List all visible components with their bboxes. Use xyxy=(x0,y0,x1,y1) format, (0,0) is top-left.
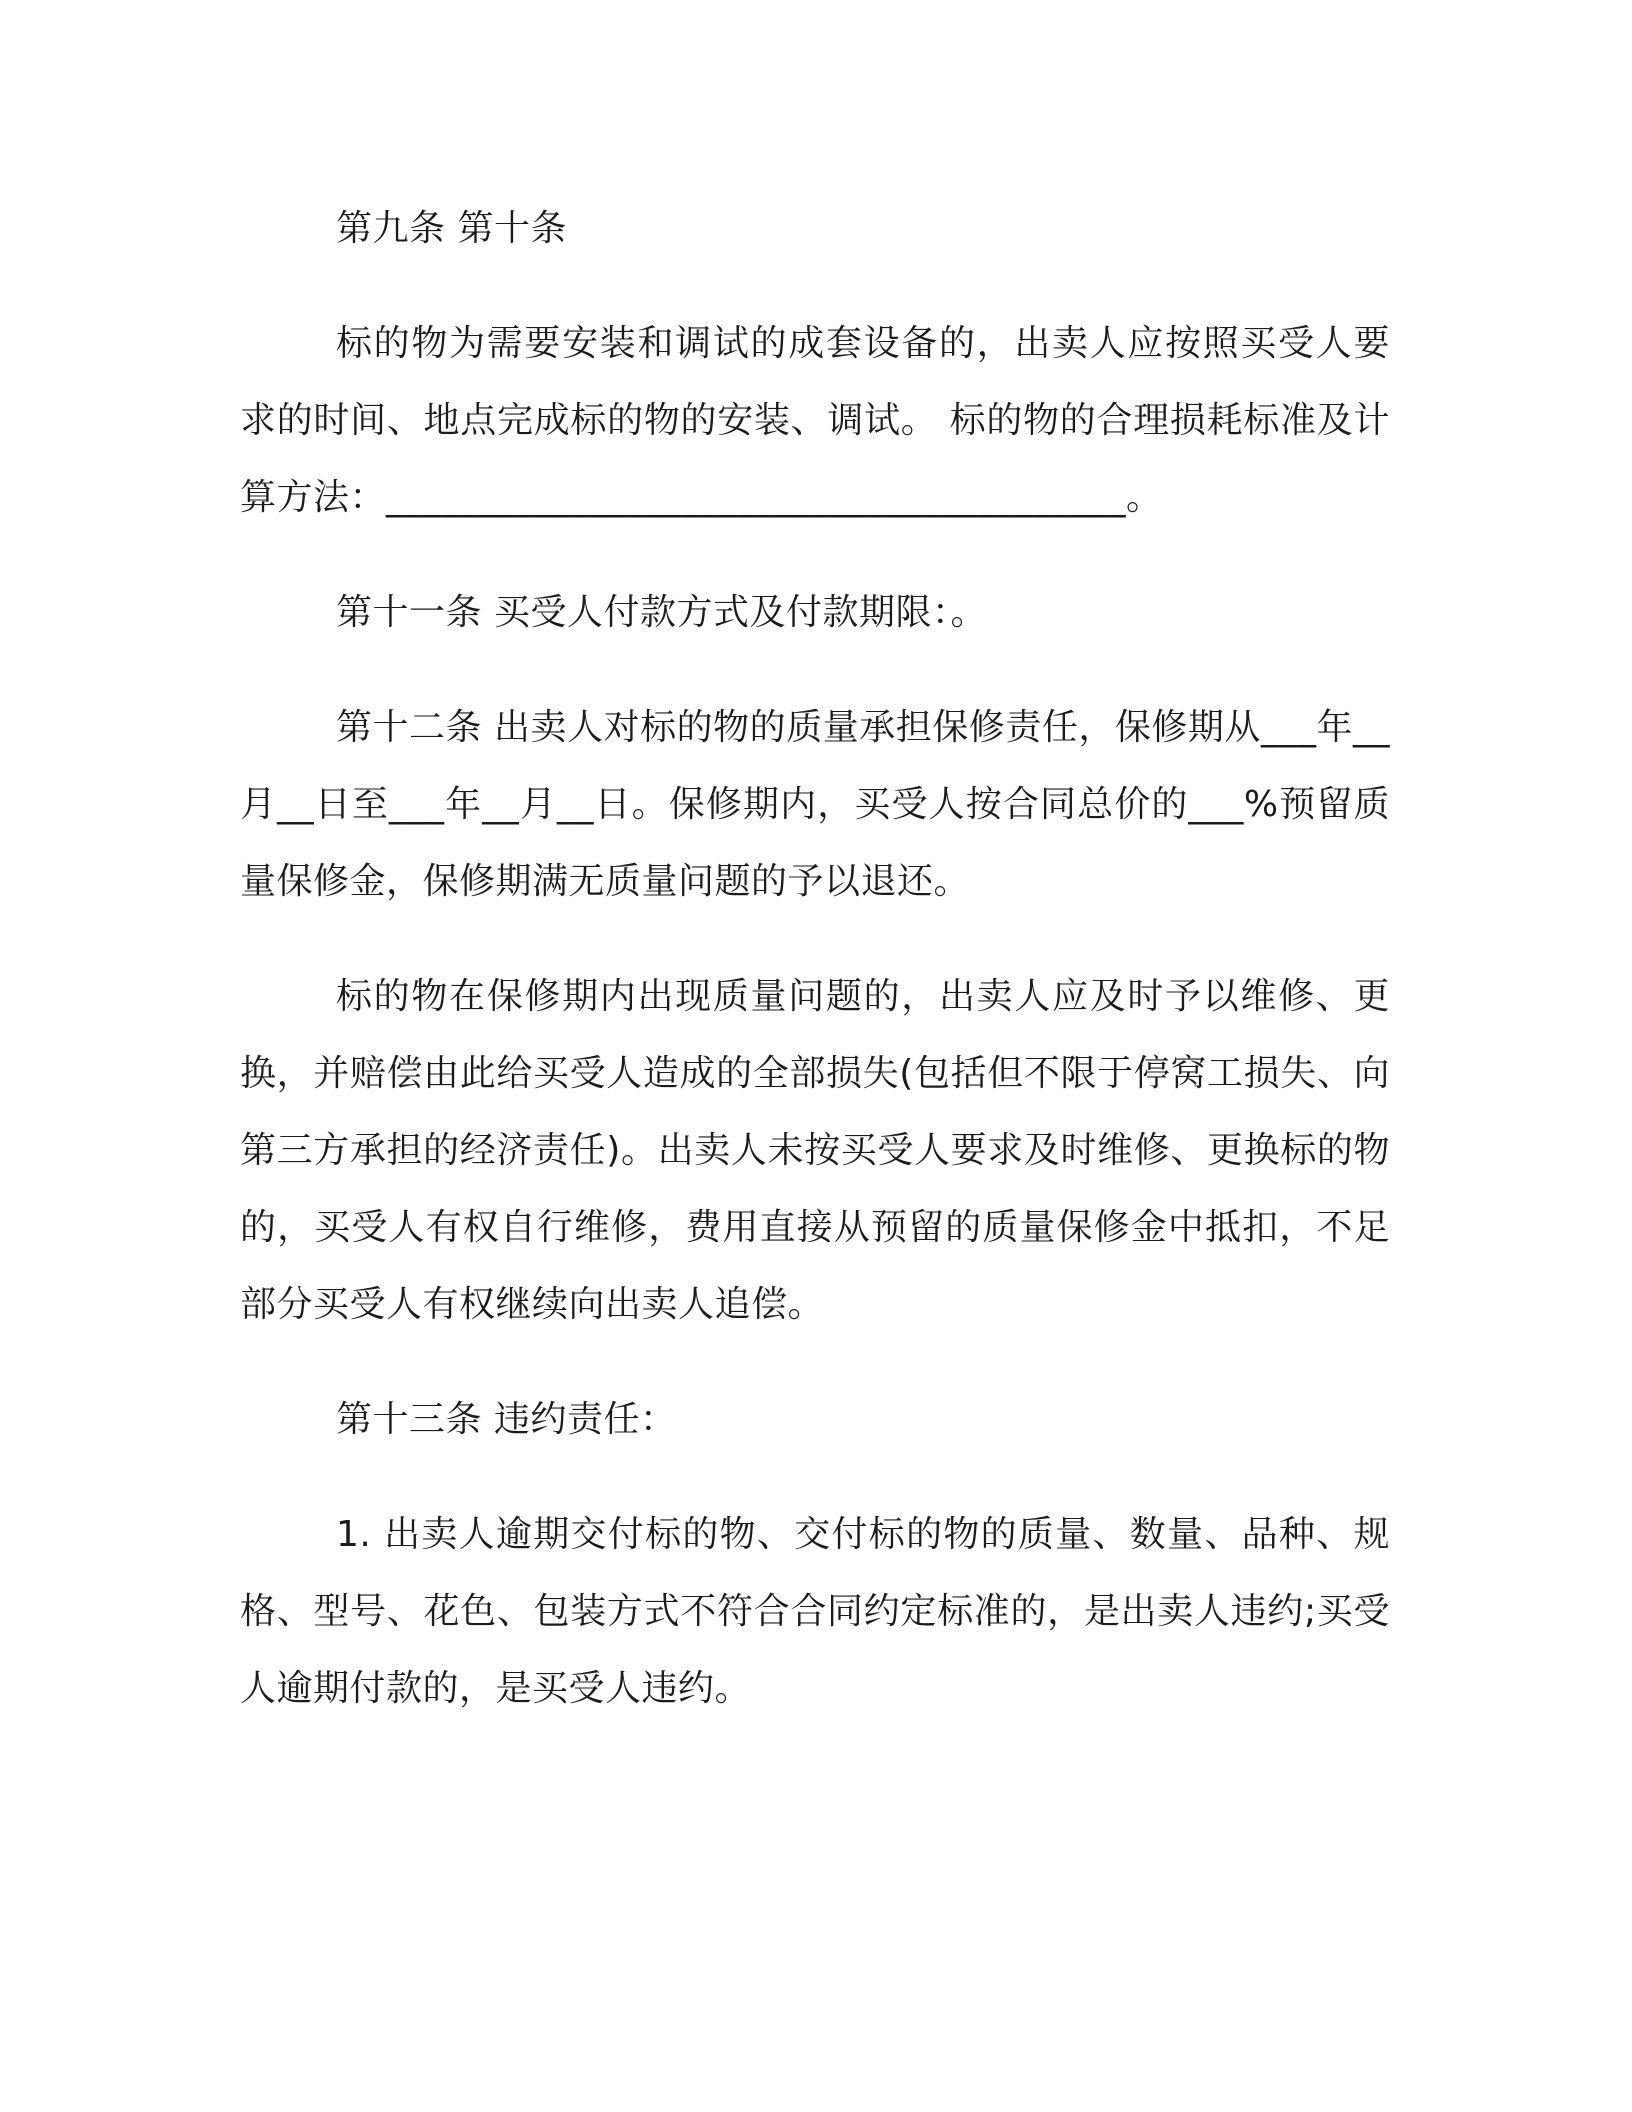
article-11-payment: 第十一条 买受人付款方式及付款期限：。 xyxy=(336,592,987,633)
article-heading-9-10: 第九条 第十条 xyxy=(336,208,567,249)
article-13-liability: 第十三条 违约责任： xyxy=(336,1399,677,1440)
paragraph-liability-1: 1. 出卖人逾期交付标的物、交付标的物的质量、数量、品种、规格、型号、花色、包装方式不符合合同约定标准的，是出卖人违约;买受人逾期付款的，是买受人违约。 xyxy=(240,1514,1390,1709)
paragraph-installation: 标的物为需要安装和调试的成套设备的，出卖人应按照买受人要求的时间、地点完成标的物的安装、调试。 标的物的合理损耗标准及计算方法：________________________________________。 xyxy=(240,323,1390,518)
paragraph-warranty-repair: 标的物在保修期内出现质量问题的，出卖人应及时予以维修、更换，并赔偿由此给买受人造成的全部损失(包括但不限于停窝工损失、向第三方承担的经济责任)。出卖人未按买受人要求及时维修、更换标的物的，买受人有权自行维修，费用直接从预留的质量保修金中抵扣，不足部分买受人有权继续向出卖人追偿。 xyxy=(240,976,1390,1325)
article-12-warranty: 第十二条 出卖人对标的物的质量承担保修责任，保修期从___年__月__日至___年__月__日。保修期内，买受人按合同总价的___%预留质量保修金，保修期满无质量问题的予以退还。 xyxy=(240,707,1390,902)
document-page xyxy=(240,190,1390,1765)
